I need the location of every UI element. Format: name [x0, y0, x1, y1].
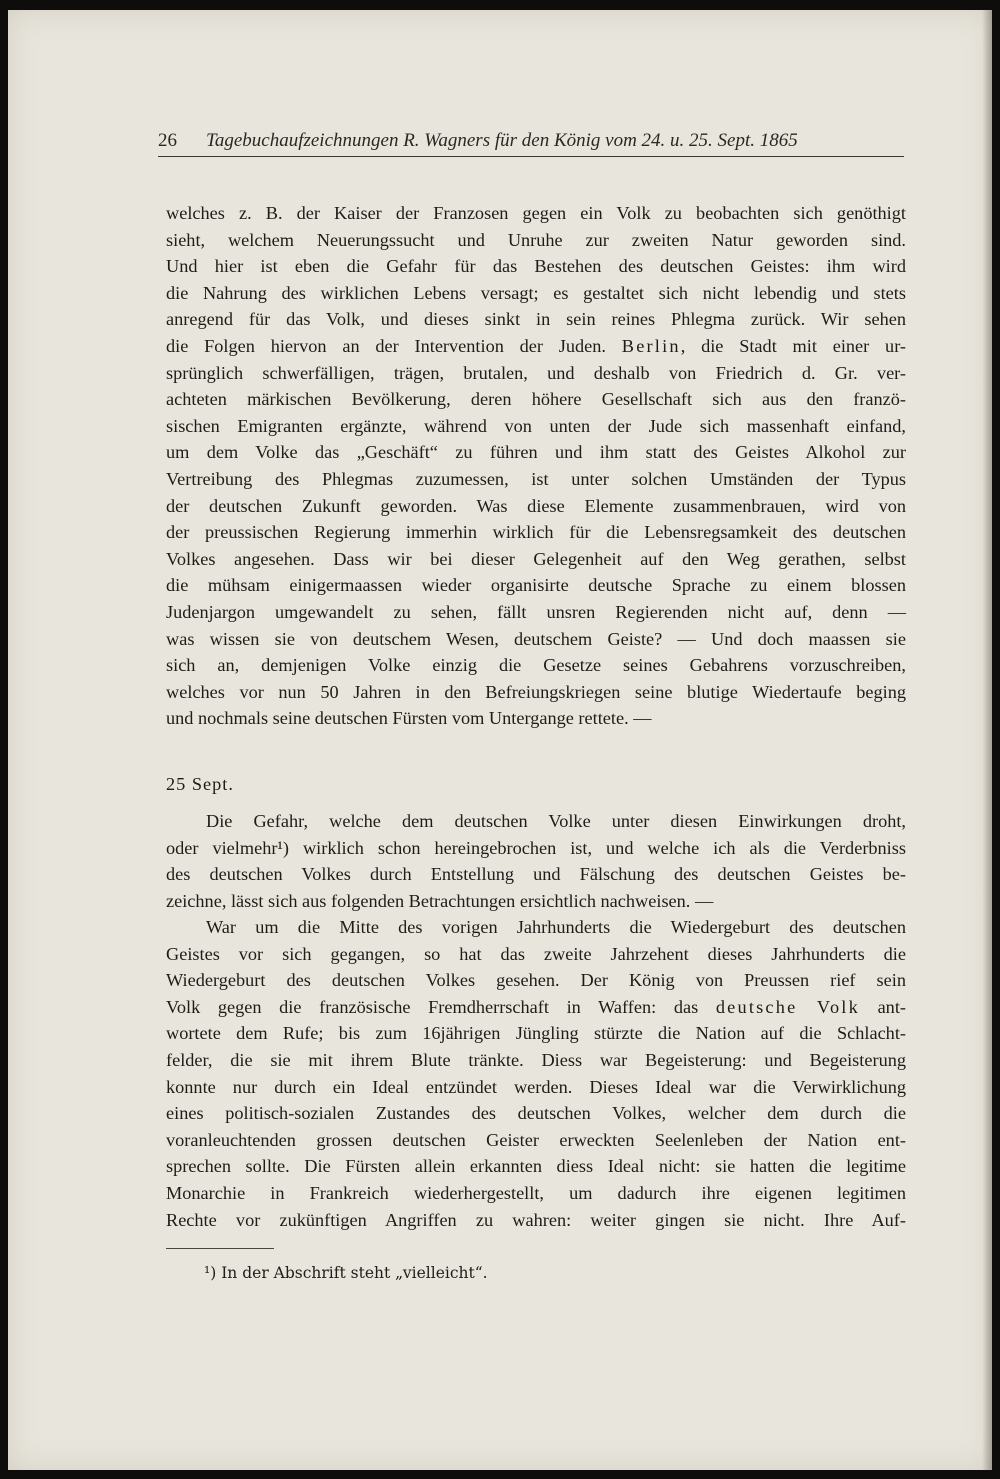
text-line: Wiedergeburt des deutschen Volkes gesehen. Der König von Preussen rief sein — [166, 970, 906, 991]
text-line: Vertreibung des Phlegmas zuzumessen, ist unter solchen Umständen der Typus — [166, 469, 906, 489]
running-title: Tagebuchaufzeichnungen R. Wagners für den König vom 24. u. 25. Sept. 1865 — [206, 130, 798, 151]
emphasis-word: Berlin — [621, 336, 681, 356]
text-line: welches z. B. der Kaiser der Franzosen gegen ein Volk zu beobachten sich genöthigt — [166, 203, 906, 223]
text-line: der preussischen Regierung immerhin wirklich für die Lebensregsamkeit des deutschen — [166, 522, 906, 543]
footnote-rule — [166, 1248, 274, 1249]
text-line: voranleuchtenden grossen deutschen Geister erweckten Seelenleben der Nation ent- — [166, 1129, 906, 1150]
emphasis-word: deutsche Volk — [715, 996, 860, 1017]
text-line: sprechen sollte. Die Fürsten allein erkannten diess Ideal nicht: sie hatten die legitime — [166, 1156, 906, 1177]
text-line: der deutschen Zukunft geworden. Was diese Elemente zusammenbrauen, wird von — [166, 495, 906, 516]
text-line: sischen Emigranten ergänzte, während von unten der Jude sich massenhaft einfand, — [166, 415, 906, 436]
text-line: des deutschen Volkes durch Entstellung und Fälschung des deutschen Geistes be- — [166, 864, 906, 885]
footnote: ¹) In der Abschrift steht „vielleicht“. — [204, 1264, 488, 1282]
text-line: die Folgen hiervon an der Intervention der Juden. Berlin, die Stadt mit einer ur- — [166, 336, 907, 356]
text-line: und nochmals seine deutschen Fürsten vom Untergange rettete. — — [166, 708, 652, 729]
text-line: oder vielmehr¹) wirklich schon hereingebrochen ist, und welche ich als die Verderbniss — [166, 837, 906, 858]
text-line: War um die Mitte des vorigen Jahrhunderts die Wiedergeburt des deutschen — [206, 917, 906, 937]
text-line: welches vor nun 50 Jahren in den Befreiungskriegen seine blutige Wiedertaufe beging — [166, 681, 906, 702]
text-line: sieht, welchem Neuerungssucht und Unruhe zur zweiten Natur geworden sind. — [166, 229, 906, 250]
text-line: felder, die sie mit ihrem Blute tränkte. Diess war Begeisterung: und Begeisterung — [166, 1050, 906, 1070]
text-line: achteten märkischen Bevölkerung, deren höhere Gesellschaft sich aus den franzö- — [166, 389, 906, 410]
text-line: Rechte vor zukünftigen Angriffen zu wahren: weiter gingen sie nicht. Ihre Auf- — [166, 1209, 906, 1230]
text-line: Monarchie in Frankreich wiederhergestellt, um dadurch ihre eigenen legitimen — [166, 1183, 906, 1203]
text-line: sich an, demjenigen Volke einzig die Gesetze seines Gebahrens vorzuschreiben, — [166, 655, 906, 676]
page-number: 26 — [158, 130, 177, 151]
text-line: Volk gegen die französische Fremdherrschaft in Waffen: das deutsche Volk ant- — [166, 996, 906, 1017]
text-line: Judenjargon umgewandelt zu sehen, fällt unsren Regierenden nicht auf, denn — — [166, 602, 906, 622]
text-line: eines politisch-sozialen Zustandes des deutschen Volkes, welcher dem durch die — [166, 1103, 906, 1124]
text-line: sprünglich schwerfälligen, trägen, brutalen, und deshalb von Friedrich d. Gr. ver- — [166, 362, 906, 383]
header-rule — [158, 156, 904, 157]
page-spine-shadow — [982, 10, 992, 1470]
text-line: Und hier ist eben die Gefahr für das Bestehen des deutschen Geistes: ihm wird — [166, 256, 906, 277]
text-line: zeichne, lässt sich aus folgenden Betrachtungen ersichtlich nachweisen. — — [166, 890, 714, 911]
date-heading: 25 Sept. — [166, 774, 234, 794]
text-line: konnte nur durch ein Ideal entzündet werden. Dieses Ideal war die Verwirklichung — [166, 1076, 906, 1097]
text-line: Geistes vor sich gegangen, so hat das zweite Jahrzehent dieses Jahrhunderts die — [166, 943, 906, 964]
text-line: Volkes angesehen. Dass wir bei dieser Gelegenheit auf den Weg gerathen, selbst — [166, 548, 906, 569]
text-line: was wissen sie von deutschem Wesen, deutschem Geiste? — Und doch maassen sie — [166, 628, 906, 649]
text-line: um dem Volke das „Geschäft“ zu führen und ihm statt des Geistes Alkohol zur — [166, 442, 906, 463]
text-line: die mühsam einigermaassen wieder organisirte deutsche Sprache zu einem blossen — [166, 575, 906, 596]
text-line: anregend für das Volk, und dieses sinkt in sein reines Phlegma zurück. Wir sehen — [166, 309, 906, 330]
text-line: wortete dem Rufe; bis zum 16jährigen Jüngling stürzte die Nation auf die Schlacht- — [166, 1023, 906, 1044]
text-line: Die Gefahr, welche dem deutschen Volke unter diesen Einwirkungen droht, — [206, 811, 906, 831]
text-line: die Nahrung des wirklichen Lebens versagt; es gestaltet sich nicht lebendig und stets — [166, 282, 906, 303]
